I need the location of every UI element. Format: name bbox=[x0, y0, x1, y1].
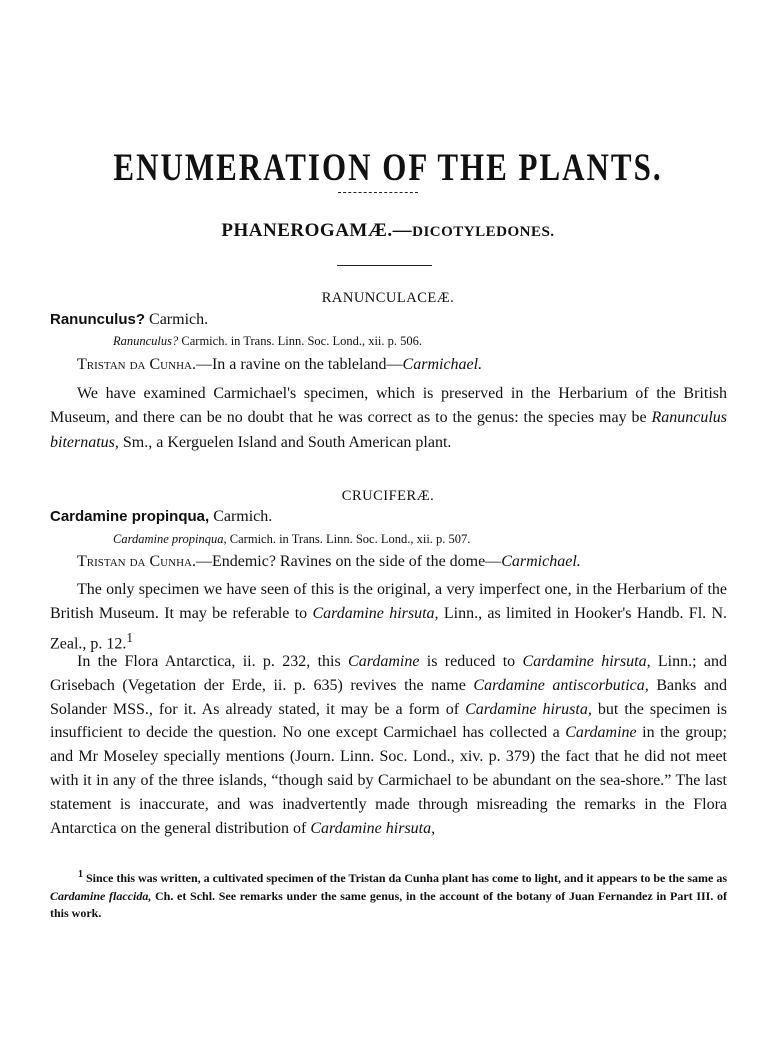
locality-text: —Endemic? Ravines on the side of the dome— bbox=[195, 553, 502, 570]
text-run: The only specimen we have seen of this is the original, a very imperfect one, in the Herbarium of the British Museum. It may be referable to bbox=[50, 581, 727, 622]
text-run: Since this was written, a cultivated specimen of the Tristan da Cunha plant has come to light, and it appears to be the same as bbox=[83, 871, 727, 885]
italic-text: Ranunculus biternatus, bbox=[50, 409, 727, 451]
family-heading-cruciferae: CRUCIFERÆ. bbox=[341, 488, 435, 504]
species-name: Cardamine propinqua, bbox=[50, 508, 210, 525]
footnote bbox=[50, 866, 727, 923]
locality-place: Tristan da Cunha. bbox=[77, 356, 196, 373]
family-heading-ranunculaceae: RANUNCULACEÆ. bbox=[321, 290, 455, 306]
text-run: in the group; and Mr Moseley specially mentions (Journ. Linn. Soc. Lond., xiv. p. 379) the fact that he did not meet with it in any of the three islands, “though said by Carmichael to be abundant on the sea-shore.” The last statement is inaccurate, and was inadvertently made through misreading the remarks in the Flora Antarctica on the general distribution of bbox=[50, 724, 727, 837]
footnote-marker: 1 bbox=[126, 629, 134, 645]
text-run: Linn., as limited in Hooker's Handb. Fl. N. Zeal., p. 12. bbox=[50, 604, 728, 652]
italic-text: Cardamine bbox=[565, 724, 637, 742]
italic-text: Cardamine hirusta, bbox=[465, 700, 592, 718]
locality-place: Tristan da Cunha. bbox=[77, 553, 196, 570]
locality-collector: Carmichael. bbox=[402, 356, 483, 373]
heading-divider bbox=[337, 265, 432, 266]
paragraph bbox=[50, 650, 727, 840]
italic-text: Cardamine antiscorbutica, bbox=[473, 676, 649, 694]
species-reference bbox=[113, 532, 470, 547]
locality-text: —In a ravine on the tableland— bbox=[195, 356, 403, 373]
section-heading bbox=[0, 220, 776, 242]
reference-citation: Carmich. in Trans. Linn. Soc. Lond., xii. p. 507. bbox=[226, 532, 471, 546]
text-run: Sm., a Kerguelen Island and South American plant. bbox=[118, 433, 452, 451]
title-divider bbox=[338, 192, 418, 193]
text-run: Banks and Solander MSS., for it. As already stated, it may be a form of bbox=[50, 676, 728, 718]
paragraph bbox=[50, 578, 727, 656]
page-title: ENUMERATION OF THE PLANTS. bbox=[113, 145, 663, 189]
text-run: Linn.; and Grisebach (Vegetation der Erde, ii. p. 635) revives the name bbox=[50, 653, 727, 694]
text-run: We have examined Carmichael's specimen, which is preserved in the Herbarium of the British Museum, and there can be no doubt that he was correct as to the genus: the species may be bbox=[50, 385, 727, 427]
italic-text: Cardamine hirsuta, bbox=[312, 604, 439, 622]
reference-name: Ranunculus? bbox=[113, 334, 179, 348]
reference-name: Cardamine propinqua, bbox=[113, 532, 227, 546]
locality-collector: Carmichael. bbox=[501, 553, 581, 570]
species-entry-cardamine bbox=[50, 508, 272, 526]
species-name: Ranunculus? bbox=[50, 311, 146, 328]
section-heading-main: PHANEROGAMÆ. bbox=[221, 220, 393, 241]
reference-citation: Carmich. in Trans. Linn. Soc. Lond., xii. p. 506. bbox=[178, 334, 423, 348]
section-heading-sub: DICOTYLEDONES. bbox=[412, 224, 555, 240]
italic-text: Cardamine flaccida, bbox=[50, 888, 152, 903]
species-author: Carmich. bbox=[209, 508, 273, 525]
paragraph bbox=[50, 382, 727, 455]
text-run: Ch. et Schl. See remarks under the same genus, in the account of the botany of Juan Fernandez in Part III. of this work. bbox=[50, 888, 727, 921]
locality-line bbox=[77, 553, 581, 571]
italic-text: Cardamine hirsuta, bbox=[310, 819, 436, 837]
species-entry-ranunculus bbox=[50, 311, 208, 329]
text-run: is reduced to bbox=[419, 653, 523, 670]
italic-text: Cardamine hirsuta, bbox=[522, 653, 651, 670]
section-heading-dash: — bbox=[392, 220, 413, 241]
species-reference bbox=[113, 334, 422, 349]
locality-line bbox=[77, 356, 482, 374]
footnote-marker: 1 bbox=[78, 869, 83, 880]
text-run: In the Flora Antarctica, ii. p. 232, this bbox=[77, 653, 349, 670]
text-run: but the specimen is insufficient to decide the question. No one except Carmichael has collected a bbox=[50, 700, 728, 742]
italic-text: Cardamine bbox=[348, 653, 420, 670]
species-author: Carmich. bbox=[145, 311, 209, 328]
